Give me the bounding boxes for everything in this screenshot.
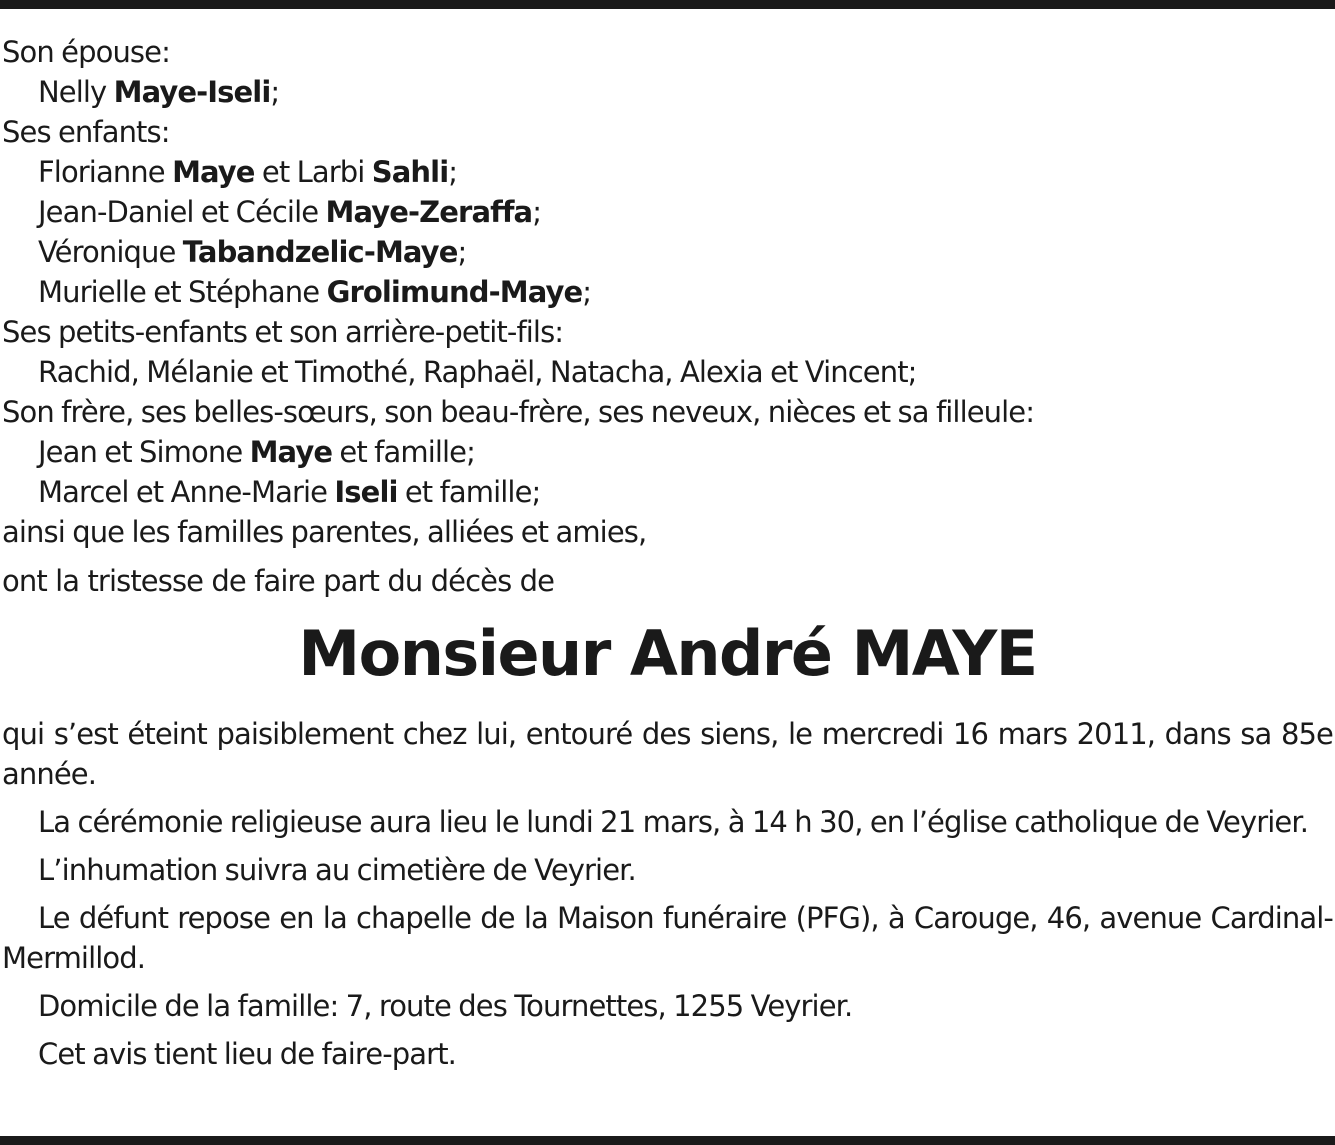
enfant-surname: Tabandzelic-Maye <box>182 235 458 269</box>
frere-heading: Son frère, ses belles-sœurs, son beau-frère, ses neveux, nièces et sa filleule: <box>2 395 1035 429</box>
enfant-text: et Larbi <box>254 155 372 189</box>
enfant-text: Murielle et Stéphane <box>38 275 327 309</box>
closing-line: ainsi que les familles parentes, alliées et amies, <box>2 515 647 549</box>
bottom-border-rule <box>0 1136 1335 1145</box>
enfant-surname: Sahli <box>371 155 449 189</box>
family-address-paragraph: Domicile de la famille: 7, route des Tournettes, 1255 Veyrier. <box>38 989 853 1023</box>
announcement-intro: ont la tristesse de faire part du décès de <box>2 564 555 598</box>
death-paragraph: qui s’est éteint paisiblement chez lui, entouré des siens, le mercredi 16 mars 2011, dans sa 85e année. <box>2 717 1333 791</box>
notice-paragraph: Cet avis tient lieu de faire-part. <box>38 1037 456 1071</box>
enfant-surname: Maye <box>172 155 255 189</box>
family-list <box>2 32 1332 552</box>
frere-text: Marcel et Anne-Marie <box>38 475 335 509</box>
deceased-name: Monsieur André MAYE <box>298 617 1037 690</box>
burial-paragraph: L’inhumation suivra au cimetière de Veyrier. <box>38 853 636 887</box>
frere-end: et famille; <box>397 475 541 509</box>
enfant-text: Véronique <box>38 235 183 269</box>
top-border-rule <box>0 0 1335 9</box>
enfant-surname: Grolimund-Maye <box>326 275 583 309</box>
epouse-first: Nelly <box>38 75 114 109</box>
enfant-end: ; <box>532 195 542 229</box>
resting-place-paragraph: Le défunt repose en la chapelle de la Maison funéraire (PFG), à Carouge, 46, avenue Cardinal-Mermillod. <box>2 901 1333 975</box>
enfant-end: ; <box>582 275 592 309</box>
enfant-text: Florianne <box>38 155 173 189</box>
enfants-heading: Ses enfants: <box>2 115 170 149</box>
enfant-surname: Maye-Zeraffa <box>325 195 533 229</box>
frere-entry <box>2 432 1332 472</box>
enfant-entry <box>2 272 1332 312</box>
petits-heading: Ses petits-enfants et son arrière-petit-fils: <box>2 315 564 349</box>
frere-end: et famille; <box>332 435 475 469</box>
enfant-end: ; <box>457 235 467 269</box>
enfant-entry <box>2 192 1332 232</box>
frere-text: Jean et Simone <box>38 435 250 469</box>
frere-surname: Maye <box>249 435 333 469</box>
epouse-heading: Son épouse: <box>2 35 170 69</box>
epouse-end: ; <box>270 75 280 109</box>
announcement-body <box>2 714 1333 1082</box>
enfant-entry <box>2 232 1332 272</box>
enfant-entry <box>2 152 1332 192</box>
enfant-text: Jean-Daniel et Cécile <box>38 195 326 229</box>
frere-entry <box>2 472 1332 512</box>
petits-entry: Rachid, Mélanie et Timothé, Raphaël, Natacha, Alexia et Vincent; <box>38 355 917 389</box>
epouse-last: Maye-Iseli <box>113 75 271 109</box>
ceremony-paragraph: La cérémonie religieuse aura lieu le lundi 21 mars, à 14 h 30, en l’église catholique de Veyrier. <box>38 805 1309 839</box>
enfant-end: ; <box>448 155 458 189</box>
epouse-entry <box>2 72 1332 112</box>
frere-surname: Iseli <box>334 475 398 509</box>
